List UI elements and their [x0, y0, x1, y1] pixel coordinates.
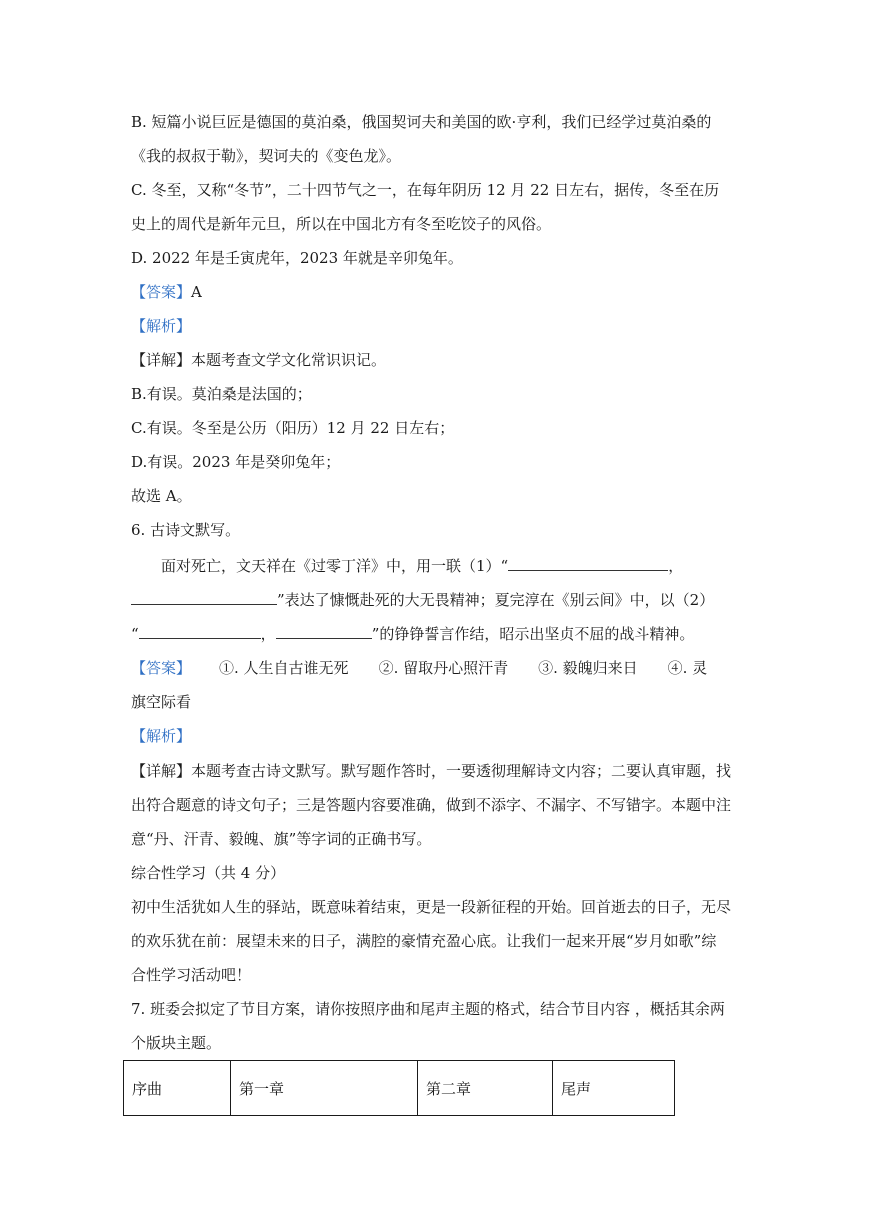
answer-item-3: ③. 毅魄归来日	[538, 659, 638, 677]
option-d-line: D. 2022 年是壬寅虎年，2023 年就是辛卯兔年。	[131, 249, 463, 267]
detail-2-line-1	[131, 761, 741, 781]
answer-tag-2: 【答案】	[131, 659, 192, 677]
q6-text: 面对死亡，文天祥在《过零丁洋》中，用一联（1）“	[161, 557, 509, 575]
q6-text-2: ”表达了慷慨赴死的大无畏精神；夏完淳在《别云间》中，以（2）	[277, 591, 715, 609]
answer-tag: 【答案】	[131, 283, 192, 301]
note-d: D.有误。2023 年是癸卯兔年；	[131, 453, 341, 471]
detail-tag: 【详解】	[131, 351, 192, 369]
table-cell-chapter-1: 第一章	[231, 1061, 418, 1116]
answer-item-4: ④. 灵	[667, 659, 708, 677]
detail-2-line-2: 出符合题意的诗文句子；三是答题内容要准确，做到不添字、不漏字、不写错字。本题中注	[131, 796, 732, 814]
table-cell-prelude: 序曲	[124, 1061, 231, 1116]
answer-value: A	[191, 283, 202, 301]
question-7-line-2: 个版块主题。	[131, 1034, 222, 1052]
answer-2	[131, 658, 741, 678]
question-6-line-3	[131, 623, 741, 644]
answer-2-continued: 旗空际看	[131, 693, 192, 711]
answer-item-2: ②. 留取丹心照汗青	[378, 659, 509, 677]
answer-1	[131, 282, 741, 302]
option-c-line-2: 史上的周代是新年元旦，所以在中国北方有冬至吃饺子的风俗。	[131, 215, 552, 233]
q6-comma: ，	[668, 557, 684, 575]
option-b-line-2: 《我的叔叔于勒》，契诃夫的《变色龙》。	[131, 147, 402, 165]
detail-1	[131, 350, 741, 370]
fill-blank-1[interactable]	[508, 555, 668, 571]
table-row	[124, 1061, 675, 1116]
note-b: B.有误。莫泊桑是法国的；	[131, 385, 312, 403]
option-b-line-1: B. 短篇小说巨匠是德国的莫泊桑，俄国契诃夫和美国的欧·亨利，我们已经学过莫泊桑的	[131, 113, 712, 131]
choose-answer: 故选 A。	[131, 487, 192, 505]
detail-text: 本题考查文学文化常识识记。	[191, 351, 387, 369]
detail-2-line-3: 意“丹、汗青、毅魄、旗”等字词的正确书写。	[131, 830, 432, 848]
section-title: 综合性学习（共 4 分）	[131, 864, 286, 882]
intro-line-2: 的欢乐犹在前：展望未来的日子，满腔的豪情充盈心底。让我们一起来开展“岁月如歌”综	[131, 932, 717, 950]
analysis-tag: 【解析】	[131, 317, 192, 335]
analysis-2	[131, 726, 741, 746]
table-cell-chapter-2: 第二章	[418, 1061, 553, 1116]
program-table	[123, 1060, 675, 1116]
question-6-line-1	[161, 555, 771, 576]
q6-open-quote: “	[131, 625, 139, 643]
note-c: C.有误。冬至是公历（阳历）12 月 22 日左右；	[131, 419, 455, 437]
detail-tag-2: 【详解】	[131, 762, 192, 780]
analysis-1	[131, 316, 741, 336]
fill-blank-3[interactable]	[139, 623, 261, 639]
intro-line-3: 合性学习活动吧！	[131, 966, 252, 984]
answer-item-1: ①. 人生自古谁无死	[219, 659, 349, 677]
fill-blank-2[interactable]	[131, 589, 277, 605]
question-7-line-1: 7. 班委会拟定了节目方案，请你按照序曲和尾声主题的格式，结合节目内容 ，概括其余两	[131, 1000, 725, 1018]
option-c-line-1: C. 冬至，又称“冬节”，二十四节气之一，在每年阴历 12 月 22 日左右，据传，冬至在历	[131, 181, 720, 199]
intro-line-1: 初中生活犹如人生的驿站，既意味着结束，更是一段新征程的开始。回首逝去的日子，无尽	[131, 898, 732, 916]
detail-2-text-1: 本题考查古诗文默写。默写题作答时，一要透彻理解诗文内容；二要认真审题，找	[191, 762, 732, 780]
analysis-tag-2: 【解析】	[131, 727, 192, 745]
q6-text-3: ”的铮铮誓言作结，昭示出坚贞不屈的战斗精神。	[371, 625, 695, 643]
fill-blank-4[interactable]	[276, 623, 372, 639]
question-6-title: 6. 古诗文默写。	[131, 521, 241, 539]
q6-comma-2: ，	[260, 625, 276, 643]
question-6-line-2	[131, 589, 741, 610]
table-cell-epilogue: 尾声	[553, 1061, 675, 1116]
